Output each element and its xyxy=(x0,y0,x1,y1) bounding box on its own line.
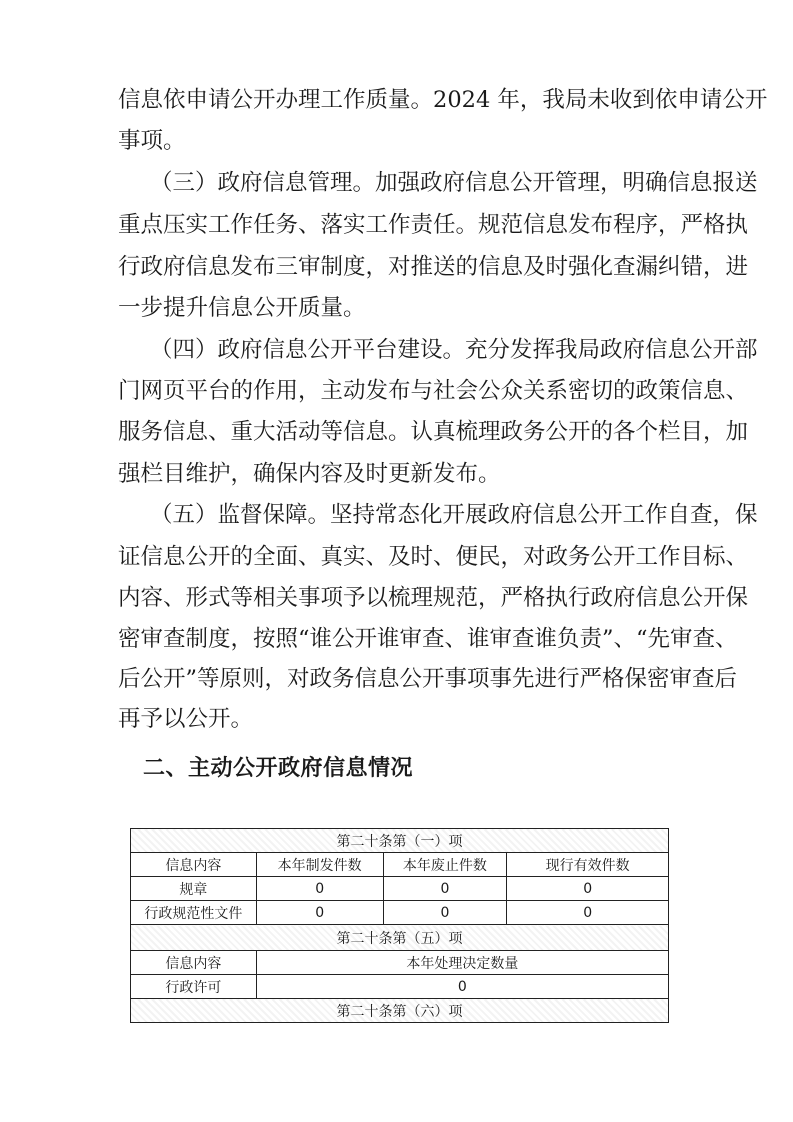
body-text-line: （五）监督保障。坚持常态化开展政府信息公开工作自查，保 xyxy=(150,502,758,528)
table-row xyxy=(131,975,669,999)
body-text-line: （三）政府信息管理。加强政府信息公开管理，明确信息报送 xyxy=(150,170,758,196)
body-text-line: 密审查制度，按照“谁公开谁审查、谁审查谁负责”、“先审查、 xyxy=(118,626,738,652)
table-cell: 0 xyxy=(383,877,507,901)
row-label: 规章 xyxy=(131,877,257,901)
table-header-row xyxy=(131,853,669,877)
column-header: 信息内容 xyxy=(131,853,257,877)
body-text-line: 再予以公开。 xyxy=(118,706,254,732)
table-cell: 0 xyxy=(256,901,383,925)
body-text-line: 门网页平台的作用，主动发布与社会公众关系密切的政策信息、 xyxy=(118,378,749,404)
table-section-row xyxy=(131,999,669,1023)
body-text-line: 内容、形式等相关事项予以梳理规范，严格执行政府信息公开保 xyxy=(118,585,749,611)
table-cell: 0 xyxy=(256,877,383,901)
body-text-line: 重点压实工作任务、落实工作责任。规范信息发布程序，严格执 xyxy=(118,212,749,238)
body-text-line: 事项。 xyxy=(118,128,186,154)
table-row xyxy=(131,877,669,901)
column-header: 现行有效件数 xyxy=(507,853,669,877)
column-header: 本年处理决定数量 xyxy=(256,951,668,975)
column-header: 本年废止件数 xyxy=(383,853,507,877)
table-row xyxy=(131,901,669,925)
table-cell: 0 xyxy=(507,901,669,925)
body-text-line: 强栏目维护，确保内容及时更新发布。 xyxy=(118,461,501,487)
table-cell: 0 xyxy=(383,901,507,925)
section-title: 第二十条第（五）项 xyxy=(131,925,669,951)
section-title: 第二十条第（六）项 xyxy=(131,999,669,1023)
table-section-row xyxy=(131,829,669,853)
body-text-line: 信息依申请公开办理工作质量。2024 年，我局未收到依申请公开 xyxy=(118,87,768,113)
table-cell: 0 xyxy=(256,975,668,999)
body-text-line: 证信息公开的全面、真实、及时、便民，对政务公开工作目标、 xyxy=(118,544,749,570)
table-section-row xyxy=(131,925,669,951)
column-header: 本年制发件数 xyxy=(256,853,383,877)
body-text-line: 行政府信息发布三审制度，对推送的信息及时强化查漏纠错，进 xyxy=(118,254,749,280)
table-cell: 0 xyxy=(507,877,669,901)
table-header-row xyxy=(131,951,669,975)
row-label: 行政规范性文件 xyxy=(131,901,257,925)
body-text-line: 一步提升信息公开质量。 xyxy=(118,295,366,321)
section-title: 第二十条第（一）项 xyxy=(131,829,669,853)
disclosure-table xyxy=(130,828,669,1023)
body-text-line: （四）政府信息公开平台建设。充分发挥我局政府信息公开部 xyxy=(150,337,758,363)
row-label: 行政许可 xyxy=(131,975,257,999)
body-text-line: 服务信息、重大活动等信息。认真梳理政务公开的各个栏目，加 xyxy=(118,419,749,445)
section-heading: 二、主动公开政府信息情况 xyxy=(143,756,414,781)
column-header: 信息内容 xyxy=(131,951,257,975)
body-text-line: 后公开”等原则，对政务信息公开事项事先进行严格保密审查后 xyxy=(118,666,738,692)
